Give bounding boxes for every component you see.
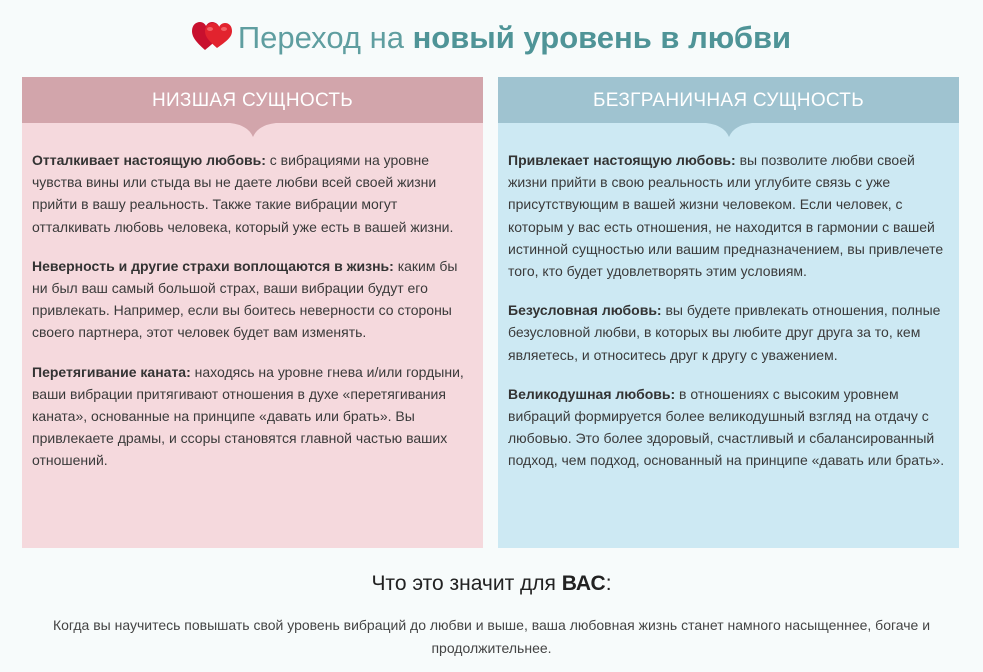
boundless-entity-heading-text: БЕЗГРАНИЧНАЯ СУЩНОСТЬ — [593, 90, 864, 111]
list-item — [32, 149, 471, 238]
heading-notch-icon — [706, 123, 752, 137]
item-term: Перетягивание каната: — [32, 363, 191, 380]
title-bold: новый уровень в любви — [412, 20, 792, 55]
item-text: вы будете привлекать отношения, полные безусловной любви, в которых вы любите друг друга за то, кем являетесь, и относитесь друг к другу с уважением. — [508, 302, 941, 363]
list-item — [32, 361, 471, 472]
item-term: Неверность и другие страхи воплощаются в жизнь: — [32, 257, 394, 274]
heading-notch-icon — [230, 123, 276, 137]
lower-entity-panel — [22, 77, 483, 548]
subtitle-end: : — [605, 572, 612, 595]
item-term: Привлекает настоящую любовь: — [508, 152, 736, 168]
hearts-icon — [192, 20, 232, 52]
item-term: Безусловная любовь: — [508, 302, 662, 319]
section-subtitle — [0, 572, 983, 596]
subtitle-plain: Что это значит для — [371, 572, 562, 595]
subtitle-bold: ВАС — [561, 572, 606, 595]
item-term: Отталкивает настоящую любовь: — [32, 152, 266, 168]
title-plain: Переход на — [237, 20, 413, 55]
item-text: каким бы ни был ваш самый большой страх, ваши вибрации будут его привлекать. Например, если вы боитесь неверности со стороны своего партнера, этот человек будет вам изменять. — [32, 257, 458, 341]
lower-entity-heading-text: НИЗШАЯ СУЩНОСТЬ — [151, 90, 354, 111]
page-title — [0, 20, 983, 56]
list-item — [508, 299, 947, 366]
list-item — [32, 255, 471, 344]
item-text: с вибрациями на уровне чувства вины или стыда вы не даете любви всей своей жизни прийти в вашу реальность. Также такие вибрации могут отталкивать любовь человека, который уже есть в вашей жизни. — [32, 152, 454, 235]
list-item — [508, 383, 947, 472]
item-text: вы позволите любви своей жизни прийти в свою реальность или углубите связь с уже присутствующим в вашей жизни человеком. Если человек, с которым у вас есть отношения, не находится в гармонии с вашей истинной сущностью или вашим предназначением, вы привлечете того, кто будет удовлетворять этим условиям. — [508, 152, 944, 280]
item-text: в отношениях с высоким уровнем вибраций формируется более великодушный взгляд на отдачу с любовью. Это более здоровый, счастливый и сбалансированный подход, чем подход, основанный на принципе «давать или брать». — [508, 385, 945, 469]
list-item — [508, 149, 947, 282]
item-text: находясь на уровне гнева и/или гордыни, ваши вибрации притягивают отношения в духе «перетягивания каната», основанные на принципе «давать или брать». Вы привлекаете драмы, и ссоры становятся главной частью ваших отношений. — [32, 363, 464, 469]
boundless-entity-body — [498, 123, 959, 472]
lower-entity-heading — [22, 77, 483, 123]
item-term: Великодушная любовь: — [508, 385, 676, 402]
boundless-entity-panel — [498, 77, 959, 548]
lower-entity-body — [22, 123, 483, 472]
footer-text: Когда вы научитесь повышать свой уровень вибраций до любви и выше, ваша любовная жизнь станет намного насыщеннее, богаче и продолжительнее. — [52, 617, 931, 656]
boundless-entity-heading — [498, 77, 959, 123]
